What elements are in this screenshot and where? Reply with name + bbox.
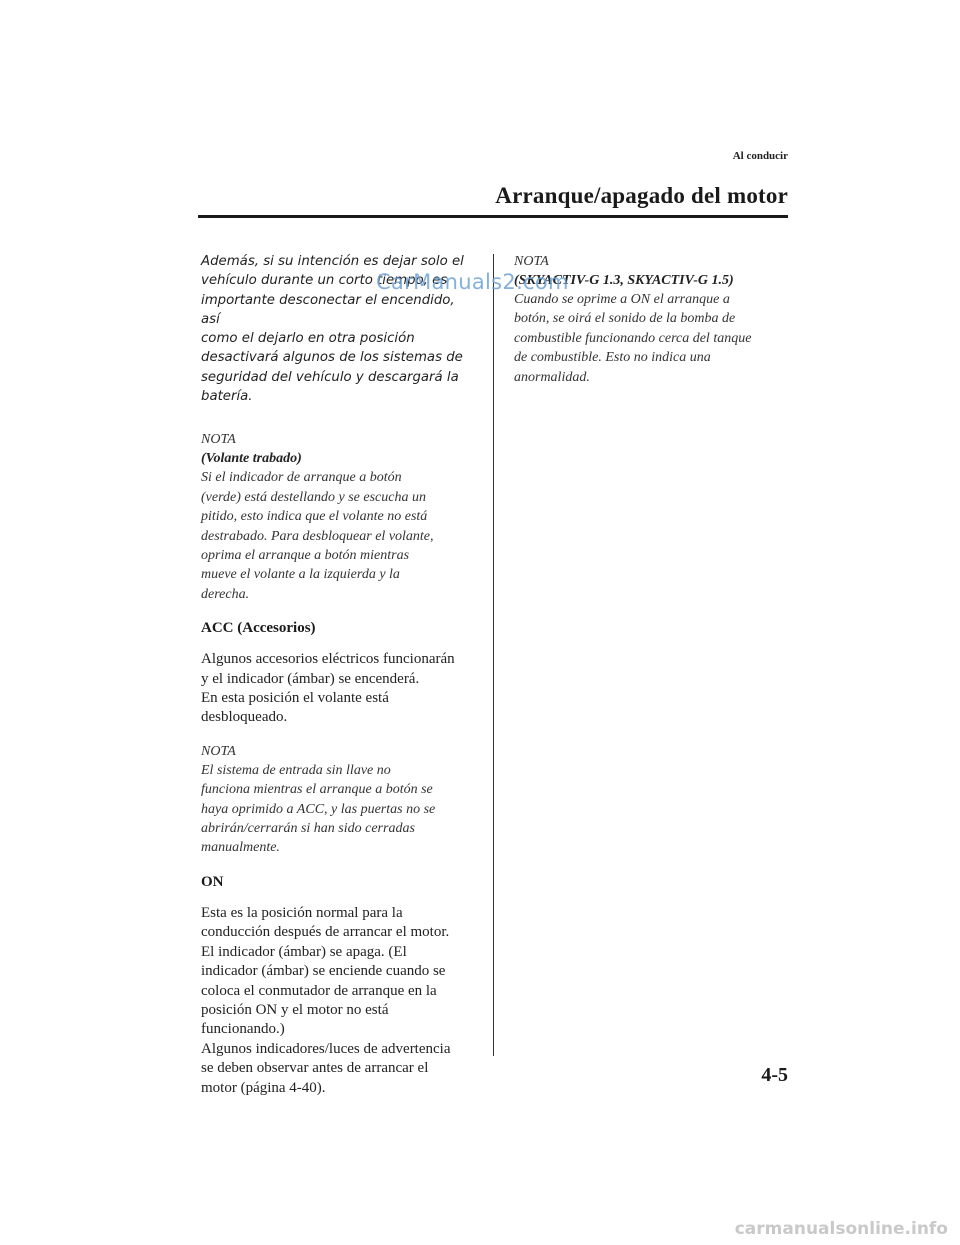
note-text <box>201 468 476 604</box>
warning-line: desactivará algunos de los sistemas de <box>201 350 463 366</box>
note-line: combustible funcionando cerca del tanque <box>514 330 752 346</box>
on-text <box>201 904 476 1098</box>
note-line: (verde) está destellando y se escucha un <box>201 489 426 505</box>
note-line: anormalidad. <box>514 369 590 385</box>
body-line: coloca el conmutador de arranque en la <box>201 982 437 999</box>
body-line: desbloqueado. <box>201 709 288 726</box>
note-label: NOTA <box>514 254 549 269</box>
body-line: y el indicador (ámbar) se encenderá. <box>201 670 420 687</box>
note-line: pitido, esto indica que el volante no está <box>201 509 428 525</box>
note-label: NOTA <box>201 743 236 759</box>
warning-line: Además, si su intención es dejar solo el <box>201 254 464 269</box>
footer-watermark: carmanualsonline.info <box>734 1219 948 1239</box>
left-column <box>201 252 476 1112</box>
note-line: haya oprimido a ACC, y las puertas no se <box>201 801 436 817</box>
body-line: motor (página 4-40). <box>201 1079 326 1096</box>
warning-line: como el dejarlo en otra posición <box>201 331 415 347</box>
watermark-overlay: CarManuals2.com <box>376 270 569 294</box>
note-line: de combustible. Esto no indica una <box>514 350 711 366</box>
note-line: oprima el arranque a botón mientras <box>201 548 410 563</box>
note-line: Cuando se oprime a ON el arranque a <box>514 292 730 307</box>
on-heading: ON <box>201 873 224 890</box>
note-line: botón, se oirá el sonido de la bomba de <box>514 311 736 327</box>
note-subheading: (Volante trabado) <box>201 451 302 467</box>
body-line: En esta posición el volante está <box>201 690 389 707</box>
note-line: destrabado. Para desbloquear el volante, <box>201 528 434 544</box>
body-line: Algunos indicadores/luces de advertencia <box>201 1040 451 1057</box>
body-line: se deben observar antes de arrancar el <box>201 1060 429 1077</box>
acc-text <box>201 650 476 728</box>
note-line: mueve el volante a la izquierda y la <box>201 567 400 583</box>
section-label: Al conducir <box>732 150 788 162</box>
warning-line: importante desconectar el encendido, así <box>201 292 455 327</box>
body-line: El indicador (ámbar) se apaga. (El <box>201 943 407 960</box>
warning-line: vehículo durante un corto tiempo, es <box>201 273 448 289</box>
note-line: El sistema de entrada sin llave no <box>201 762 391 778</box>
warning-line: batería. <box>201 389 253 405</box>
body-line: indicador (ámbar) se enciende cuando se <box>201 963 446 980</box>
body-line: conducción después de arrancar el motor. <box>201 924 450 941</box>
page-title: Arranque/apagado del motor <box>495 183 788 208</box>
page-number: 4-5 <box>761 1064 788 1086</box>
note-line: funciona mientras el arranque a botón se <box>201 782 433 798</box>
note-line: abrirán/cerrarán si han sido cerradas <box>201 821 415 837</box>
note-line: manualmente. <box>201 840 280 856</box>
body-line: Algunos accesorios eléctricos funcionarán <box>201 651 455 668</box>
body-line: funcionando.) <box>201 1021 285 1038</box>
note-text <box>514 290 789 387</box>
column-divider <box>493 254 494 1056</box>
note-line: Si el indicador de arranque a botón <box>201 470 402 486</box>
body-line: posición ON y el motor no está <box>201 1001 389 1018</box>
header-rule <box>198 215 788 218</box>
warning-line: seguridad del vehículo y descargará la <box>201 369 459 385</box>
body-line: Esta es la posición normal para la <box>201 904 403 921</box>
note-subheading: (SKYACTIV-G 1.3, SKYACTIV-G 1.5) <box>514 273 734 288</box>
note-label: NOTA <box>201 432 236 448</box>
acc-heading: ACC (Accesorios) <box>201 620 316 637</box>
note-line: derecha. <box>201 586 250 602</box>
note-text <box>201 761 476 858</box>
